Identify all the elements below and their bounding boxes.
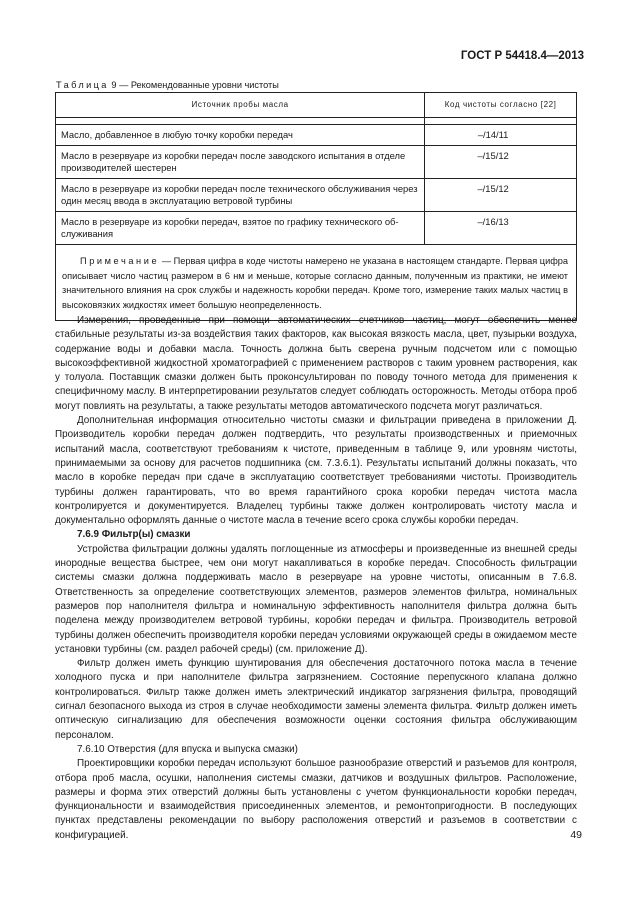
oil-source-cell: Масло, добавленное в любую точку коробки передач [56,125,425,146]
cleanliness-code-cell: –/15/12 [425,146,577,179]
table-caption-label: Таблица [56,80,109,90]
header-oil-source: Источник пробы масла [56,93,425,118]
body-text [55,314,577,843]
section-heading-7-6-10: 7.6.10 Отверстия (для впуска и выпуска смазки) [77,743,298,755]
header-cleanliness-code: Код чистоты согласно [22] [425,93,577,118]
table-row [56,125,577,146]
table-note-row [56,245,577,321]
table-row [56,146,577,179]
cleanliness-code-cell: –/14/11 [425,125,577,146]
table-row [56,212,577,245]
paragraph: Проектировщики коробки передач используют большое разнообразие отверстий и разъемов для контроля, отбора проб масла, осушки, наполнения системы смазки, датчиков и воздушных фильтров. Расположение, размеры и форма этих отверстий должны быть установлены с учетом функциональности коробки передач, функциональности и взаимодействия присоединенных элементов, и ремонтопригодности. В последующих пунктах представлены рекомендации по выбору расположения отверстий и разъемов в соответствии с конфигурацией. [55,758,577,841]
standard-header: ГОСТ Р 54418.4—2013 [460,50,584,62]
table-row [56,179,577,212]
table-note [56,245,577,321]
cleanliness-code-cell: –/15/12 [425,179,577,212]
page-number: 49 [570,829,582,841]
paragraph: Дополнительная информация относительно чистоты смазки и фильтрации приведена в приложении Д. Производитель коробки передач должен подтвердить, что результаты производственных и приемочных испытаний масла, соответствуют требованиям к чистоте, приведенным в таблице 9, или уровням чистоты, принимаемыми за основу для расчетов подшипника (см. 7.3.6.1). Результаты испытаний должны показать, что масло в коробке передач при сдаче в эксплуатацию соответствует требованиями чистоты. Производитель турбины должен гарантировать, что во время гарантийного срока коробки передач чистота масла контролируется и документируется. Владелец турбины также должен контролировать чистоту масла и документально оформлять данные о чистоте масла в течение всего срока службы коробки передач. [55,415,577,527]
cleanliness-table [55,92,577,321]
paragraph: Измерения, проведенные при помощи автоматических счетчиков частиц, могут обеспечить менее стабильные результаты из-за воздействия таких факторов, как высокая вязкость масла, цвет, пузырьки воздуха, содержание воды и добавки масла. Точность должна быть сверена ручным подсчетом или с помощью высокоэффективной жидкостной хроматографией с применением растворов с таким уровнем растворения, как у толуола. Поставщик смазки должен быть проконсультирован по поводу точного метода для применения к специфичному маслу. В интерпретировании результатов следует соблюдать осторожность. Методы отбора проб могут повлиять на результаты, а также результаты методов автоматического подсчета могут различаться. [55,315,577,412]
table-caption [56,80,279,90]
oil-source-cell: Масло в резервуаре из коробки передач, взятое по графику технического об-служивания [56,212,425,245]
oil-source-cell: Масло в резервуаре из коробки передач после заводского испытания в отделе производителей шестерен [56,146,425,179]
table-spacer-row [56,118,577,125]
table-header-row [56,93,577,118]
cleanliness-code-cell: –/16/13 [425,212,577,245]
section-heading-7-6-9: 7.6.9 Фильтр(ы) смазки [77,529,191,541]
oil-source-cell: Масло в резервуаре из коробки передач после технического обслуживания через один месяц ввода в эксплуатацию ветровой турбины [56,179,425,212]
note-text: — Первая цифра в коде чистоты намерено не указана в настоящем стандарте. Первая цифра описывает число частиц размером в 6 нм и меньше, которые согласно данным, полученным из практики, не имеют значительного влияния на срок службы и надежность коробки передач. Кроме того, измерение таких малых частиц в высоковязких жидкостях имеет большую неопределенность. [62,256,568,310]
paragraph: Фильтр должен иметь функцию шунтирования для обеспечения достаточного потока масла в течение холодного пуска и при наполнителе фильтра загрязнением. Состояние перепускного клапана должно контролироваться. Фильтр также должен иметь электрический индикатор загрязнения фильтра, проводящий сигнал безопасного выхода из строя в случае необходимости замены элемента фильтра. Фильтр должен иметь оптическую сигнализацию для обеспечения возможности оценки состояния фильтра обслуживающим персоналом. [55,658,577,741]
table-caption-number: 9 [111,80,117,90]
note-label: Примечание [80,256,160,266]
table-caption-title: — Рекомендованные уровни чистоты [119,80,279,90]
paragraph: Устройства фильтрации должны удалять поглощенные из атмосферы и произведенные из внешней среды инородные вещества быстрее, чем они могут накапливаться в коробке передач. Способность фильтрации системы смазки должна поддерживать масло в резервуаре на уровне чистоты, описанным в 7.6.8. Ответственность за определение соответствующих элементов, размеров элементов фильтра, номинальных размеров пор наполнителя фильтра и номинальную эффективность наполнителя фильтра должна быть поделена между производителем ветровой турбины, коробки передач и фильтра. Производитель ветровой турбины должен обеспечить производителя коробки передач условиями окружающей среды в ожидаемом месте установки турбины (см. раздел рабочей среды) (см. приложение Д). [55,543,577,655]
